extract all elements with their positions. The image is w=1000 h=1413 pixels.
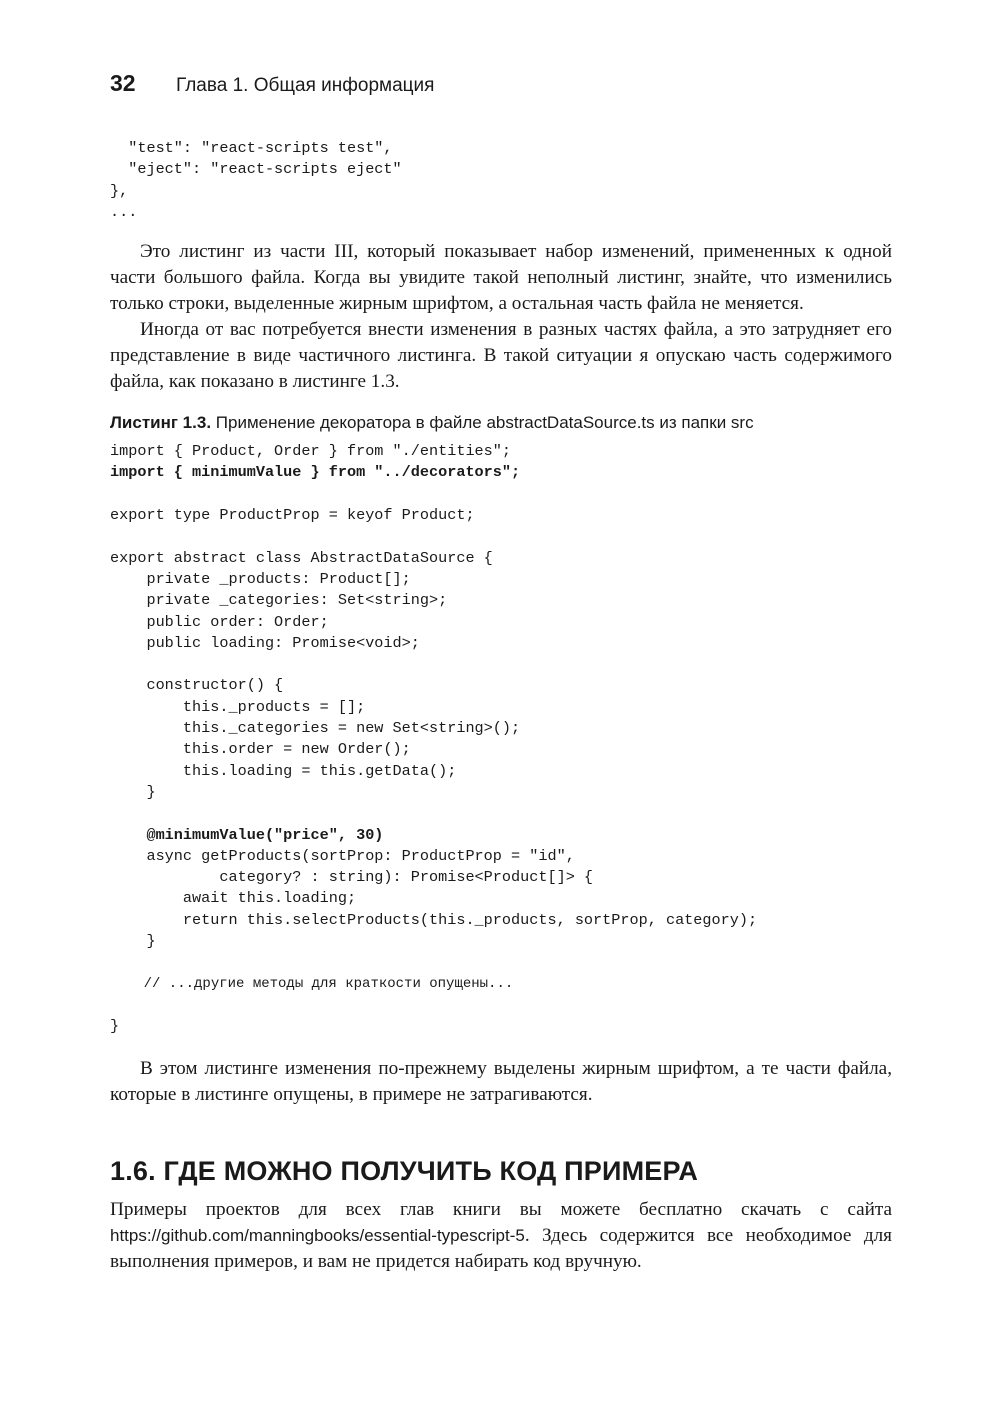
listing-caption-text: Применение декоратора в файле abstractDataSource.ts из папки src: [215, 413, 754, 433]
code-line: }: [110, 932, 156, 951]
code-line: export abstract class AbstractDataSource {: [110, 548, 493, 567]
paragraph-2: Иногда от вас потребуется внести изменения в разных частях файла, а это затрудняет его представление в виде частичного листинга. В такой ситуации я опускаю часть содержимого файла, как показано в листинге 1.3.: [110, 319, 892, 393]
code-fragment-top: [110, 138, 892, 223]
source-code-url[interactable]: https://github.com/manningbooks/essential-typescript-5: [110, 1225, 525, 1245]
code-line: private _products: Product[];: [110, 569, 411, 588]
code-line: public loading: Promise<void>;: [110, 633, 420, 652]
code-line: private _categories: Set<string>;: [110, 591, 448, 610]
code-line: [110, 484, 892, 505]
listing-label: Листинг 1.3.: [110, 413, 212, 433]
code-line: }: [110, 1017, 120, 1036]
chapter-title: Глава 1. Общая информация: [176, 75, 435, 96]
page-number: 32: [110, 70, 136, 96]
code-line: this._categories = new Set<string>();: [110, 719, 521, 738]
code-line: // ...другие методы для краткости опущены...: [110, 975, 514, 992]
code-line: this.loading = this.getData();: [110, 761, 457, 780]
code-line: category? : string): Promise<Product[]> {: [110, 868, 594, 887]
paragraph-4-text-before: Примеры проектов для всех глав книги вы можете бесплатно скачать с сайта: [110, 1198, 892, 1220]
code-line: await this.loading;: [110, 889, 357, 908]
code-line: [110, 526, 892, 547]
code-listing: [110, 441, 892, 1037]
code-line: },: [110, 181, 129, 200]
code-line: [110, 995, 892, 1016]
code-line: async getProducts(sortProp: ProductProp = "id",: [110, 846, 575, 865]
book-page: [110, 70, 892, 1275]
section-heading: 1.6. ГДЕ МОЖНО ПОЛУЧИТЬ КОД ПРИМЕРА: [110, 1155, 699, 1186]
code-line: export type ProductProp = keyof Product;: [110, 506, 475, 525]
code-line: "eject": "react-scripts eject": [110, 160, 402, 179]
code-line: constructor() {: [110, 676, 284, 695]
paragraph-4: [110, 1197, 892, 1275]
code-line: return this.selectProducts(this._products, sortProp, category);: [110, 910, 758, 929]
code-line: ...: [110, 202, 138, 221]
paragraph-3: В этом листинге изменения по-прежнему выделены жирным шрифтом, а те части файла, которые в листинге опущены, в примере не затрагиваются.: [110, 1057, 892, 1105]
paragraph-1: Это листинг из части III, который показывает набор изменений, примененных к одной части большого файла. Когда вы увидите такой неполный листинг, знайте, что изменились только строки, выделенные жирным шрифтом, а остальная часть файла не меняется.: [110, 241, 892, 315]
paragraph-4-text-after: . Здесь содержится все необходимое для выполнения примеров, и вам не придется набирать код вручную.: [110, 1224, 892, 1272]
code-line: [110, 654, 892, 675]
running-head: [110, 70, 892, 108]
code-line: "test": "react-scripts test",: [110, 139, 393, 157]
code-line: [110, 803, 892, 824]
code-line: }: [110, 782, 156, 801]
code-line-highlighted: @minimumValue("price", 30): [110, 825, 384, 844]
code-line-highlighted: import { minimumValue } from "../decorators";: [110, 463, 521, 482]
code-line: this._products = [];: [110, 697, 366, 716]
code-line: [110, 952, 892, 973]
listing-caption: [110, 413, 892, 433]
code-line: this.order = new Order();: [110, 740, 411, 759]
code-line: import { Product, Order } from "./entities";: [110, 442, 512, 461]
code-line: public order: Order;: [110, 612, 329, 631]
